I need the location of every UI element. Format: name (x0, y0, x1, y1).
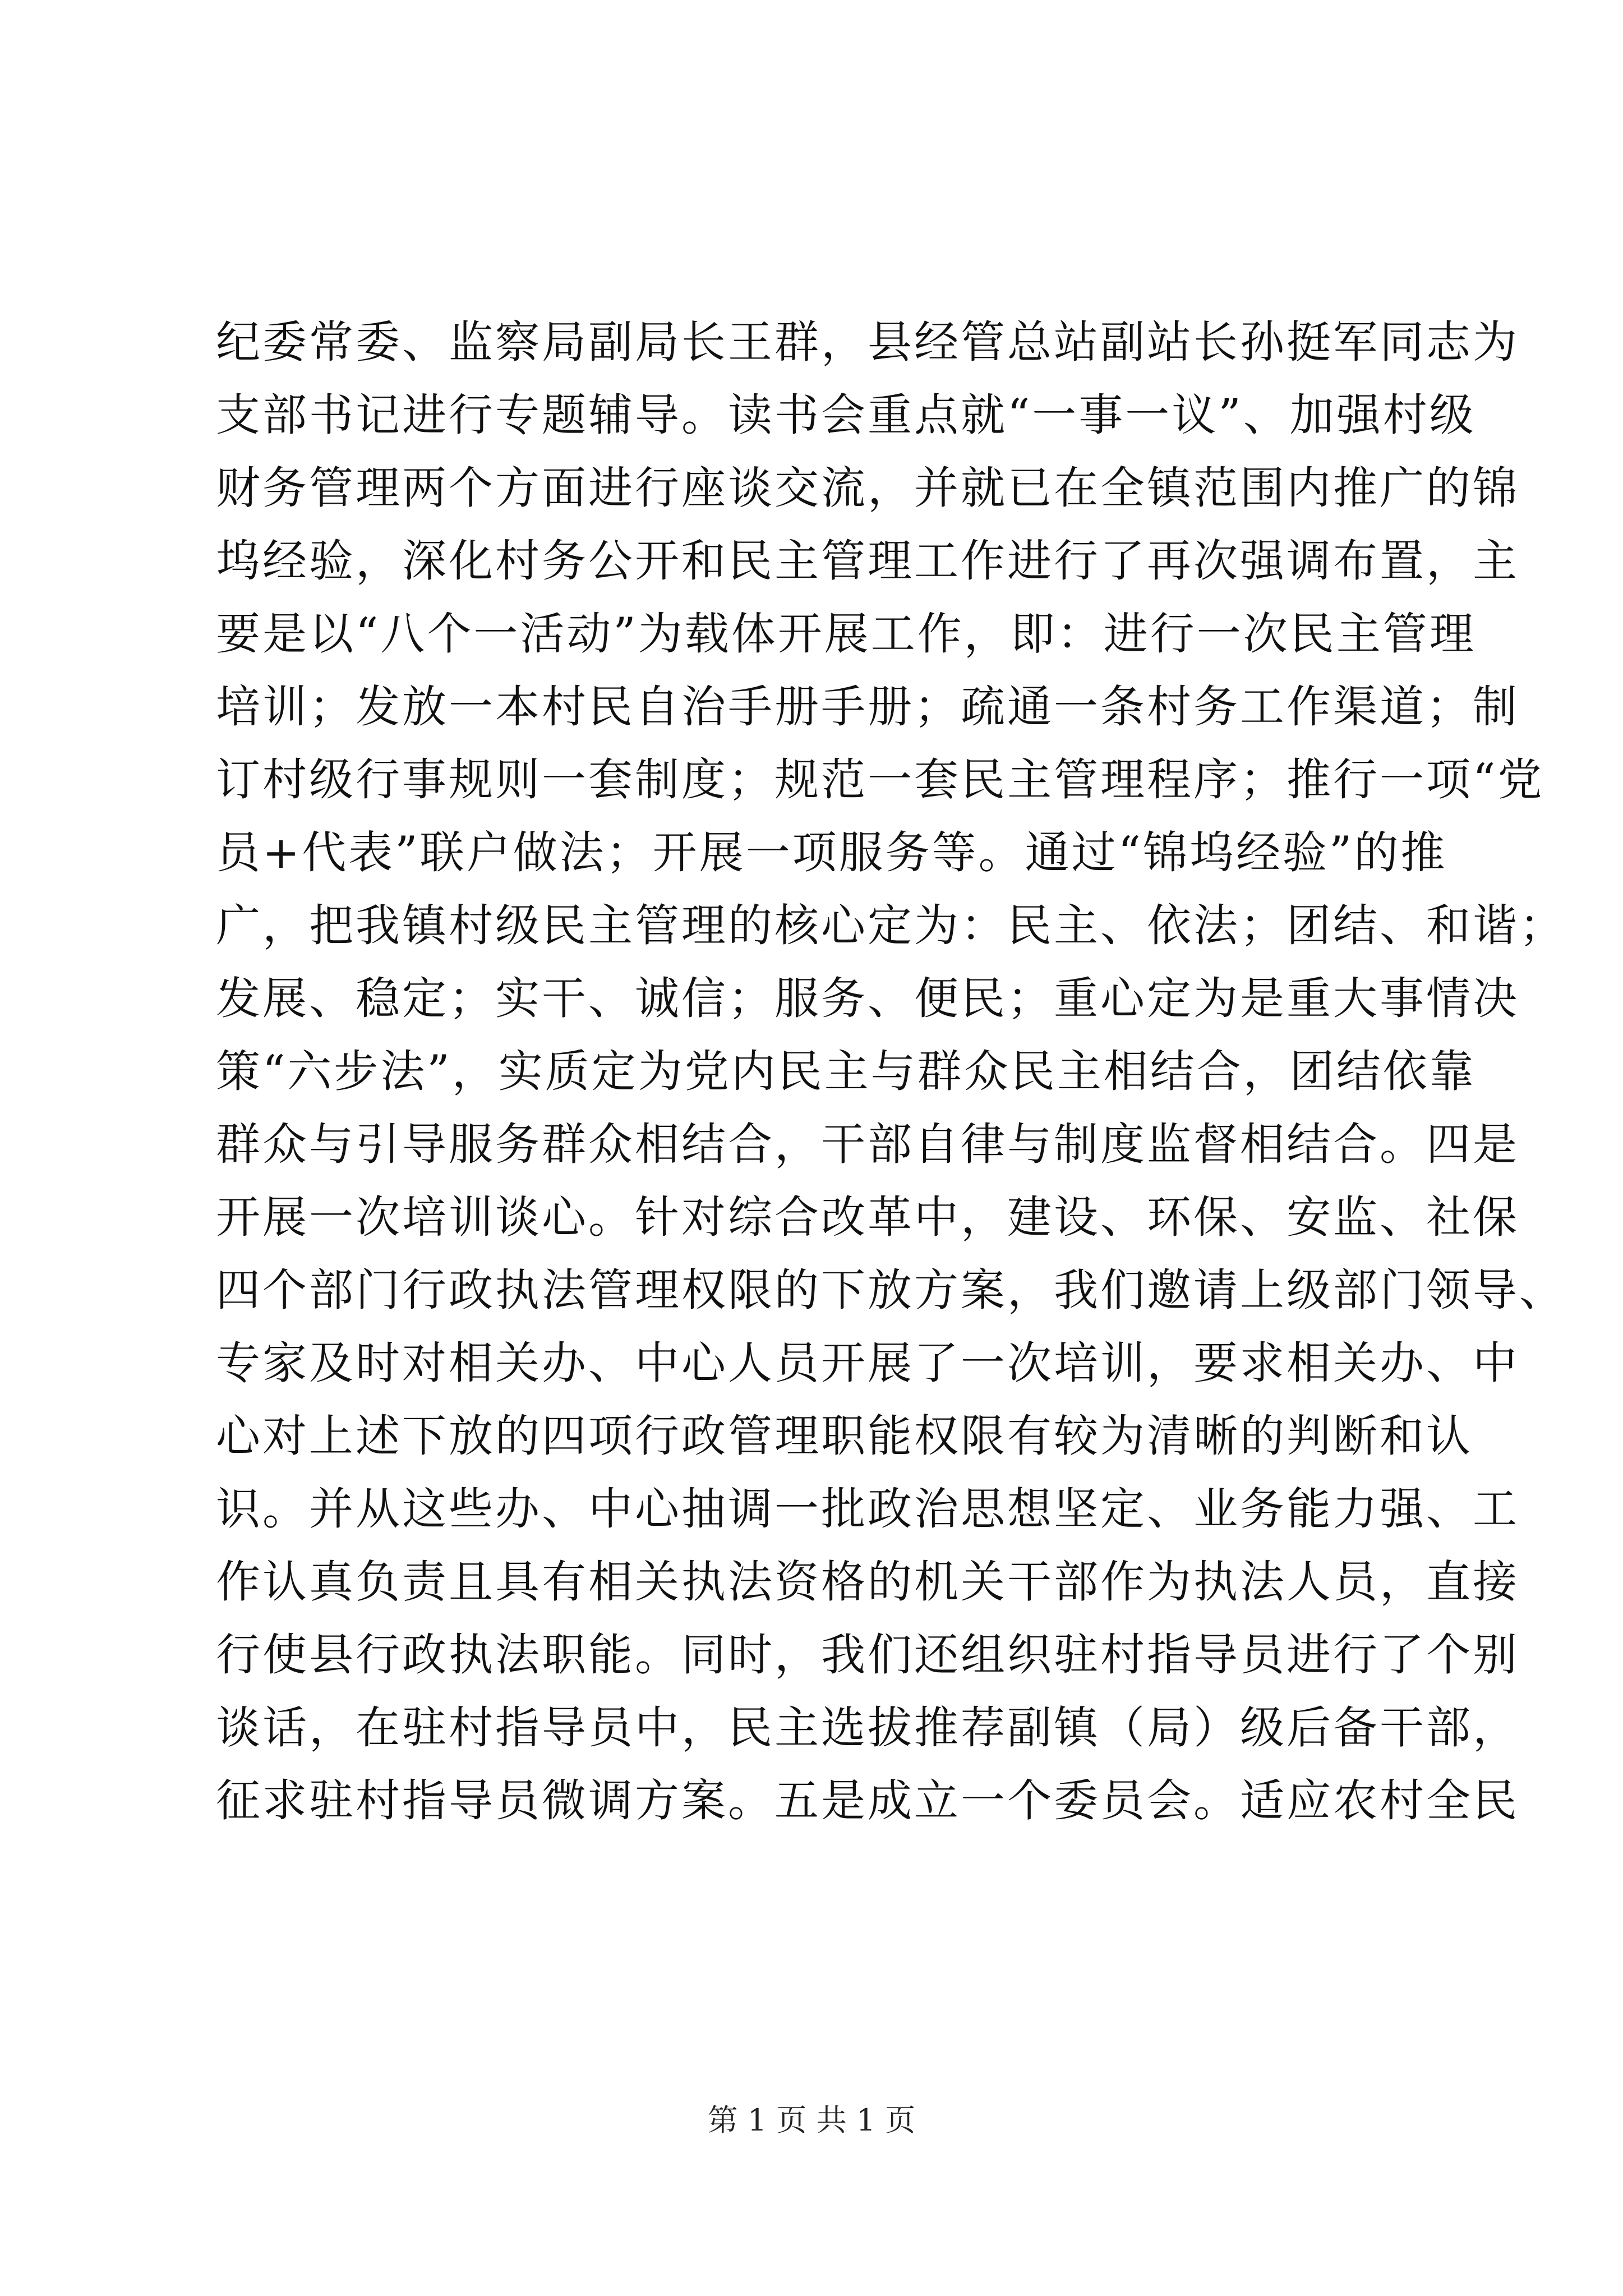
text-line: 专家及时对相关办、中心人员开展了一次培训，要求相关办、中 (216, 1337, 1519, 1389)
page-number: 第 1 页 共 1 页 (707, 2102, 916, 2138)
text-line: 要是以“八个一活动”为载体开展工作，即：进行一次民主管理 (216, 608, 1476, 660)
text-line: 征求驻村指导员微调方案。五是成立一个委员会。适应农村全民 (216, 1775, 1519, 1826)
text-line: 心对上述下放的四项行政管理职能权限有较为清晰的判断和认 (216, 1410, 1473, 1462)
text-line: 培训；发放一本村民自治手册手册；疏通一条村务工作渠道；制 (216, 681, 1519, 733)
text-line: 开展一次培训谈心。针对综合改革中，建设、环保、安监、社保 (216, 1191, 1519, 1243)
text-line: 发展、稳定；实干、诚信；服务、便民；重心定为是重大事情决 (216, 973, 1519, 1024)
text-line: 群众与引导服务群众相结合，干部自律与制度监督相结合。四是 (216, 1119, 1519, 1170)
page-footer (0, 2101, 1623, 2140)
text-line: 策“六步法”，实质定为党内民主与群众民主相结合，团结依靠 (216, 1046, 1476, 1097)
text-line: 谈话，在驻村指导员中，民主选拔推荐副镇（局）级后备干部， (216, 1702, 1519, 1754)
text-line: 行使县行政执法职能。同时，我们还组织驻村指导员进行了个别 (216, 1629, 1519, 1681)
text-line: 广，把我镇村级民主管理的核心定为：民主、依法；团结、和谐； (216, 900, 1566, 951)
body-text (216, 306, 1566, 1837)
text-line: 识。并从这些办、中心抽调一批政治思想坚定、业务能力强、工 (216, 1483, 1519, 1535)
text-line: 员+代表”联户做法；开展一项服务等。通过“锦坞经验”的推 (216, 827, 1447, 878)
text-line: 作认真负责且具有相关执法资格的机关干部作为执法人员，直接 (216, 1556, 1519, 1608)
text-line: 纪委常委、监察局副局长王群，县经管总站副站长孙挺军同志为 (216, 316, 1519, 368)
text-line: 财务管理两个方面进行座谈交流，并就已在全镇范围内推广的锦 (216, 462, 1519, 514)
text-line: 四个部门行政执法管理权限的下放方案，我们邀请上级部门领导、 (216, 1264, 1566, 1316)
text-line: 订村级行事规则一套制度；规范一套民主管理程序；推行一项“党 (216, 754, 1544, 806)
text-line: 支部书记进行专题辅导。读书会重点就“一事一议”、加强村级 (216, 389, 1476, 441)
text-line: 坞经验，深化村务公开和民主管理工作进行了再次强调布置，主 (216, 535, 1519, 587)
